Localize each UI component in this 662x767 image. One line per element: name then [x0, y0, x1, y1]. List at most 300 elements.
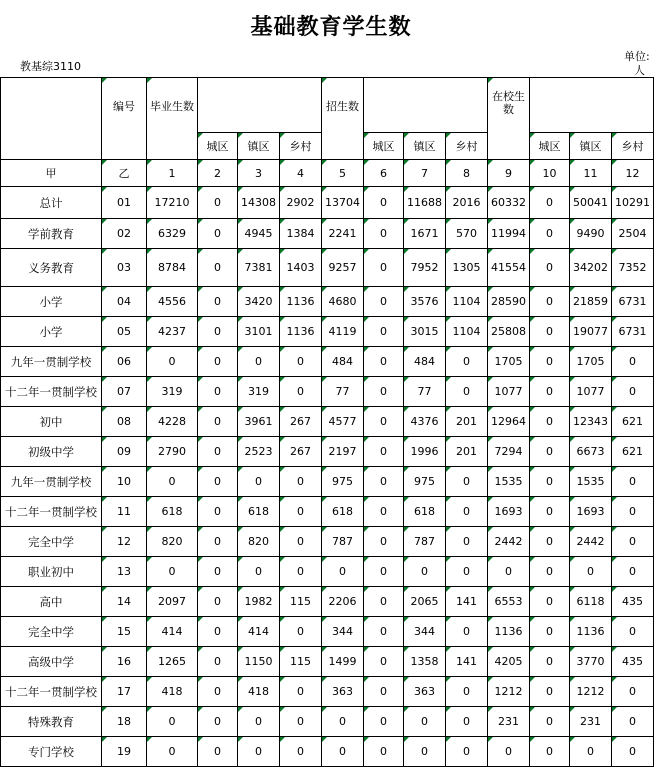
- data-cell: 9490: [570, 219, 612, 249]
- data-cell: 19077: [570, 317, 612, 347]
- index-cell: 7: [404, 160, 446, 187]
- index-cell: 乙: [102, 160, 147, 187]
- data-cell: 0: [530, 647, 570, 677]
- data-cell: 0: [280, 707, 322, 737]
- table-row: [1, 677, 654, 707]
- row-label: 专门学校: [1, 737, 102, 767]
- data-cell: 0: [238, 557, 280, 587]
- data-cell: 0: [530, 437, 570, 467]
- index-cell: 1: [147, 160, 198, 187]
- data-cell: 115: [280, 647, 322, 677]
- table-row: [1, 437, 654, 467]
- data-cell: 2902: [280, 187, 322, 219]
- data-cell: 618: [404, 497, 446, 527]
- data-cell: 0: [530, 737, 570, 767]
- data-cell: 0: [198, 707, 238, 737]
- data-cell: 201: [446, 437, 488, 467]
- table-row: [1, 377, 654, 407]
- data-cell: 0: [530, 617, 570, 647]
- data-cell: 2097: [147, 587, 198, 617]
- data-cell: 0: [198, 377, 238, 407]
- data-cell: 1996: [404, 437, 446, 467]
- data-cell: 484: [322, 347, 364, 377]
- data-cell: 363: [322, 677, 364, 707]
- row-number: 11: [102, 497, 147, 527]
- data-cell: 0: [198, 617, 238, 647]
- data-cell: 6329: [147, 219, 198, 249]
- data-cell: 618: [322, 497, 364, 527]
- data-cell: 0: [280, 347, 322, 377]
- data-cell: 1358: [404, 647, 446, 677]
- data-cell: 3420: [238, 287, 280, 317]
- data-cell: 0: [238, 707, 280, 737]
- unit-label-line1: 单位:: [624, 50, 650, 63]
- table-row: [1, 187, 654, 219]
- row-label: 完全中学: [1, 617, 102, 647]
- data-cell: 2241: [322, 219, 364, 249]
- data-cell: 0: [404, 737, 446, 767]
- header-graduates: 毕业生数: [147, 78, 198, 160]
- data-cell: 0: [446, 677, 488, 707]
- row-number: 15: [102, 617, 147, 647]
- row-number: 02: [102, 219, 147, 249]
- data-cell: 1104: [446, 317, 488, 347]
- data-cell: 141: [446, 647, 488, 677]
- table-row: [1, 407, 654, 437]
- row-label: 职业初中: [1, 557, 102, 587]
- data-cell: 1693: [488, 497, 530, 527]
- row-label: 十二年一贯制学校: [1, 377, 102, 407]
- header-town: 镇区: [404, 133, 446, 160]
- data-cell: 4228: [147, 407, 198, 437]
- table-row: [1, 249, 654, 287]
- data-cell: 4237: [147, 317, 198, 347]
- row-label: 小学: [1, 317, 102, 347]
- data-cell: 7294: [488, 437, 530, 467]
- row-label: 初中: [1, 407, 102, 437]
- row-number: 12: [102, 527, 147, 557]
- data-cell: 435: [612, 587, 654, 617]
- data-cell: 618: [238, 497, 280, 527]
- data-cell: 12343: [570, 407, 612, 437]
- data-cell: 0: [530, 187, 570, 219]
- data-cell: 3770: [570, 647, 612, 677]
- table-row: [1, 557, 654, 587]
- data-cell: 0: [280, 677, 322, 707]
- data-cell: 7381: [238, 249, 280, 287]
- table-row: [1, 617, 654, 647]
- data-cell: 3576: [404, 287, 446, 317]
- data-cell: 0: [198, 437, 238, 467]
- data-cell: 0: [530, 219, 570, 249]
- data-cell: 1212: [488, 677, 530, 707]
- data-cell: 1403: [280, 249, 322, 287]
- data-cell: 21859: [570, 287, 612, 317]
- data-cell: 1212: [570, 677, 612, 707]
- data-cell: 1136: [280, 287, 322, 317]
- data-cell: 0: [530, 467, 570, 497]
- data-cell: 0: [198, 347, 238, 377]
- data-cell: 0: [364, 467, 404, 497]
- data-cell: 1077: [488, 377, 530, 407]
- index-cell: 6: [364, 160, 404, 187]
- row-label: 总计: [1, 187, 102, 219]
- row-number: 17: [102, 677, 147, 707]
- data-cell: 820: [147, 527, 198, 557]
- data-cell: 0: [446, 737, 488, 767]
- data-cell: 10291: [612, 187, 654, 219]
- data-cell: 621: [612, 407, 654, 437]
- data-cell: 344: [322, 617, 364, 647]
- data-cell: 435: [612, 647, 654, 677]
- header-town: 镇区: [570, 133, 612, 160]
- data-cell: 0: [364, 737, 404, 767]
- row-number: 14: [102, 587, 147, 617]
- data-cell: 2016: [446, 187, 488, 219]
- data-cell: 0: [322, 557, 364, 587]
- row-number: 04: [102, 287, 147, 317]
- data-cell: 319: [238, 377, 280, 407]
- data-cell: 0: [446, 527, 488, 557]
- data-cell: 0: [446, 707, 488, 737]
- data-cell: 3015: [404, 317, 446, 347]
- data-cell: 17210: [147, 187, 198, 219]
- data-cell: 0: [612, 527, 654, 557]
- index-cell: 12: [612, 160, 654, 187]
- data-cell: 0: [364, 587, 404, 617]
- row-number: 18: [102, 707, 147, 737]
- data-cell: 201: [446, 407, 488, 437]
- row-label: 九年一贯制学校: [1, 467, 102, 497]
- data-cell: 231: [488, 707, 530, 737]
- data-cell: 6118: [570, 587, 612, 617]
- data-cell: 0: [488, 557, 530, 587]
- data-cell: 0: [364, 437, 404, 467]
- data-cell: 267: [280, 407, 322, 437]
- data-cell: 12964: [488, 407, 530, 437]
- data-cell: 0: [238, 347, 280, 377]
- row-number: 19: [102, 737, 147, 767]
- data-cell: 2790: [147, 437, 198, 467]
- data-cell: 77: [404, 377, 446, 407]
- index-cell: 4: [280, 160, 322, 187]
- table-row: [1, 647, 654, 677]
- data-cell: 2442: [488, 527, 530, 557]
- data-cell: 414: [147, 617, 198, 647]
- data-cell: 0: [198, 407, 238, 437]
- row-label: 小学: [1, 287, 102, 317]
- data-cell: 11994: [488, 219, 530, 249]
- data-cell: 115: [280, 587, 322, 617]
- data-cell: 0: [612, 677, 654, 707]
- header-number: 编号: [102, 78, 147, 160]
- index-cell: 9: [488, 160, 530, 187]
- data-cell: 4577: [322, 407, 364, 437]
- data-cell: 0: [446, 467, 488, 497]
- data-cell: 11688: [404, 187, 446, 219]
- data-cell: 0: [364, 347, 404, 377]
- data-cell: 28590: [488, 287, 530, 317]
- data-cell: 7952: [404, 249, 446, 287]
- data-cell: 0: [198, 287, 238, 317]
- data-cell: 0: [364, 497, 404, 527]
- data-cell: 0: [147, 707, 198, 737]
- data-cell: 4119: [322, 317, 364, 347]
- table-row: [1, 707, 654, 737]
- data-cell: 0: [364, 287, 404, 317]
- data-cell: 13704: [322, 187, 364, 219]
- data-cell: 0: [488, 737, 530, 767]
- data-cell: 0: [612, 737, 654, 767]
- data-cell: 0: [280, 617, 322, 647]
- header-urban: 城区: [198, 133, 238, 160]
- data-cell: 0: [404, 707, 446, 737]
- unit-label: [624, 50, 660, 78]
- data-cell: 2504: [612, 219, 654, 249]
- data-cell: 2442: [570, 527, 612, 557]
- index-cell: 5: [322, 160, 364, 187]
- data-cell: 1499: [322, 647, 364, 677]
- data-cell: 1305: [446, 249, 488, 287]
- data-cell: 0: [364, 677, 404, 707]
- data-cell: 975: [404, 467, 446, 497]
- data-cell: 0: [530, 587, 570, 617]
- data-cell: 0: [147, 347, 198, 377]
- unit-label-line2: 人: [634, 64, 645, 77]
- data-cell: 1104: [446, 287, 488, 317]
- data-cell: 0: [364, 617, 404, 647]
- data-cell: 418: [147, 677, 198, 707]
- table-row: [1, 737, 654, 767]
- data-cell: 0: [364, 707, 404, 737]
- row-label: 十二年一贯制学校: [1, 677, 102, 707]
- data-cell: 4205: [488, 647, 530, 677]
- data-cell: 0: [612, 557, 654, 587]
- data-cell: 6673: [570, 437, 612, 467]
- data-cell: 0: [446, 347, 488, 377]
- data-cell: 0: [530, 287, 570, 317]
- table-row: [1, 587, 654, 617]
- table-row: [1, 219, 654, 249]
- data-cell: 0: [198, 317, 238, 347]
- index-cell: 3: [238, 160, 280, 187]
- data-cell: 0: [446, 557, 488, 587]
- data-cell: 414: [238, 617, 280, 647]
- data-cell: 618: [147, 497, 198, 527]
- data-cell: 0: [530, 407, 570, 437]
- data-cell: 0: [238, 737, 280, 767]
- data-cell: 344: [404, 617, 446, 647]
- data-cell: 0: [198, 527, 238, 557]
- index-cell: 2: [198, 160, 238, 187]
- data-cell: 0: [364, 557, 404, 587]
- data-cell: 3961: [238, 407, 280, 437]
- data-cell: 2206: [322, 587, 364, 617]
- page-title: 基础教育学生数: [250, 14, 412, 40]
- data-cell: 7352: [612, 249, 654, 287]
- data-cell: 0: [530, 677, 570, 707]
- table-row: [1, 497, 654, 527]
- data-cell: 0: [280, 467, 322, 497]
- row-number: 10: [102, 467, 147, 497]
- header-urban: 城区: [364, 133, 404, 160]
- data-cell: 0: [612, 347, 654, 377]
- row-label: 特殊教育: [1, 707, 102, 737]
- table-row: [1, 287, 654, 317]
- data-cell: 6553: [488, 587, 530, 617]
- data-cell: 1136: [570, 617, 612, 647]
- data-cell: 25808: [488, 317, 530, 347]
- data-cell: 4556: [147, 287, 198, 317]
- data-cell: 0: [530, 557, 570, 587]
- data-cell: 0: [530, 707, 570, 737]
- data-cell: 8784: [147, 249, 198, 287]
- data-cell: 77: [322, 377, 364, 407]
- data-cell: 0: [322, 737, 364, 767]
- data-cell: 14308: [238, 187, 280, 219]
- data-cell: 50041: [570, 187, 612, 219]
- data-cell: 570: [446, 219, 488, 249]
- data-cell: 0: [280, 557, 322, 587]
- data-cell: 1982: [238, 587, 280, 617]
- data-cell: 0: [530, 497, 570, 527]
- data-cell: 4376: [404, 407, 446, 437]
- header-in-school: 在校生数: [488, 78, 530, 160]
- data-cell: 0: [446, 497, 488, 527]
- data-cell: 319: [147, 377, 198, 407]
- header-enrollment-span: [364, 78, 488, 133]
- data-cell: 0: [530, 527, 570, 557]
- student-count-table: [0, 77, 654, 767]
- data-cell: 0: [612, 707, 654, 737]
- data-cell: 0: [364, 647, 404, 677]
- data-cell: 0: [446, 377, 488, 407]
- data-cell: 0: [280, 737, 322, 767]
- data-cell: 0: [198, 587, 238, 617]
- data-cell: 1535: [570, 467, 612, 497]
- header-town: 镇区: [238, 133, 280, 160]
- row-label: 九年一贯制学校: [1, 347, 102, 377]
- row-label: 初级中学: [1, 437, 102, 467]
- data-cell: 1384: [280, 219, 322, 249]
- data-cell: 0: [446, 617, 488, 647]
- index-cell: 10: [530, 160, 570, 187]
- data-cell: 0: [147, 467, 198, 497]
- data-cell: 1136: [488, 617, 530, 647]
- header-rural: 乡村: [612, 133, 654, 160]
- data-cell: 0: [198, 249, 238, 287]
- data-cell: 0: [198, 557, 238, 587]
- header-blank-cell: [1, 78, 102, 160]
- data-cell: 1693: [570, 497, 612, 527]
- data-cell: 3101: [238, 317, 280, 347]
- data-cell: 1535: [488, 467, 530, 497]
- header-graduates-span: [198, 78, 322, 133]
- data-cell: 2197: [322, 437, 364, 467]
- row-number: 09: [102, 437, 147, 467]
- header-enrollment: 招生数: [322, 78, 364, 160]
- data-cell: 6731: [612, 287, 654, 317]
- index-cell: 8: [446, 160, 488, 187]
- data-cell: 0: [198, 187, 238, 219]
- data-cell: 0: [147, 557, 198, 587]
- data-cell: 267: [280, 437, 322, 467]
- data-cell: 0: [198, 677, 238, 707]
- form-code: 教基综3110: [20, 60, 81, 73]
- data-cell: 0: [612, 467, 654, 497]
- data-cell: 6731: [612, 317, 654, 347]
- data-cell: 0: [238, 467, 280, 497]
- data-cell: 41554: [488, 249, 530, 287]
- data-cell: 231: [570, 707, 612, 737]
- data-cell: 820: [238, 527, 280, 557]
- data-cell: 0: [280, 497, 322, 527]
- row-number: 01: [102, 187, 147, 219]
- table-row: [1, 347, 654, 377]
- data-cell: 9257: [322, 249, 364, 287]
- data-cell: 1265: [147, 647, 198, 677]
- header-urban: 城区: [530, 133, 570, 160]
- data-cell: 0: [364, 249, 404, 287]
- data-cell: 0: [322, 707, 364, 737]
- data-cell: 60332: [488, 187, 530, 219]
- data-cell: 787: [404, 527, 446, 557]
- data-cell: 0: [530, 377, 570, 407]
- row-number: 03: [102, 249, 147, 287]
- row-number: 07: [102, 377, 147, 407]
- data-cell: 4945: [238, 219, 280, 249]
- data-cell: 0: [404, 557, 446, 587]
- data-cell: 0: [612, 497, 654, 527]
- data-cell: 1136: [280, 317, 322, 347]
- header-row-1: [1, 78, 654, 133]
- row-label: 义务教育: [1, 249, 102, 287]
- table-row: [1, 527, 654, 557]
- data-cell: 0: [612, 377, 654, 407]
- table-row: [1, 467, 654, 497]
- data-cell: 4680: [322, 287, 364, 317]
- data-cell: 0: [364, 219, 404, 249]
- index-cell: 11: [570, 160, 612, 187]
- row-number: 08: [102, 407, 147, 437]
- data-cell: 787: [322, 527, 364, 557]
- row-number: 05: [102, 317, 147, 347]
- index-cell: 甲: [1, 160, 102, 187]
- data-cell: 0: [198, 467, 238, 497]
- data-cell: 363: [404, 677, 446, 707]
- data-cell: 0: [198, 647, 238, 677]
- row-label: 学前教育: [1, 219, 102, 249]
- table-row: [1, 317, 654, 347]
- data-cell: 621: [612, 437, 654, 467]
- data-cell: 2523: [238, 437, 280, 467]
- data-cell: 484: [404, 347, 446, 377]
- data-cell: 0: [530, 347, 570, 377]
- data-cell: 1077: [570, 377, 612, 407]
- row-label: 高中: [1, 587, 102, 617]
- index-row: [1, 160, 654, 187]
- data-cell: 0: [198, 219, 238, 249]
- data-cell: 975: [322, 467, 364, 497]
- data-cell: 0: [570, 737, 612, 767]
- row-number: 06: [102, 347, 147, 377]
- data-cell: 0: [530, 317, 570, 347]
- data-cell: 0: [364, 407, 404, 437]
- data-cell: 0: [612, 617, 654, 647]
- data-cell: 141: [446, 587, 488, 617]
- data-cell: 0: [530, 249, 570, 287]
- data-cell: 1705: [488, 347, 530, 377]
